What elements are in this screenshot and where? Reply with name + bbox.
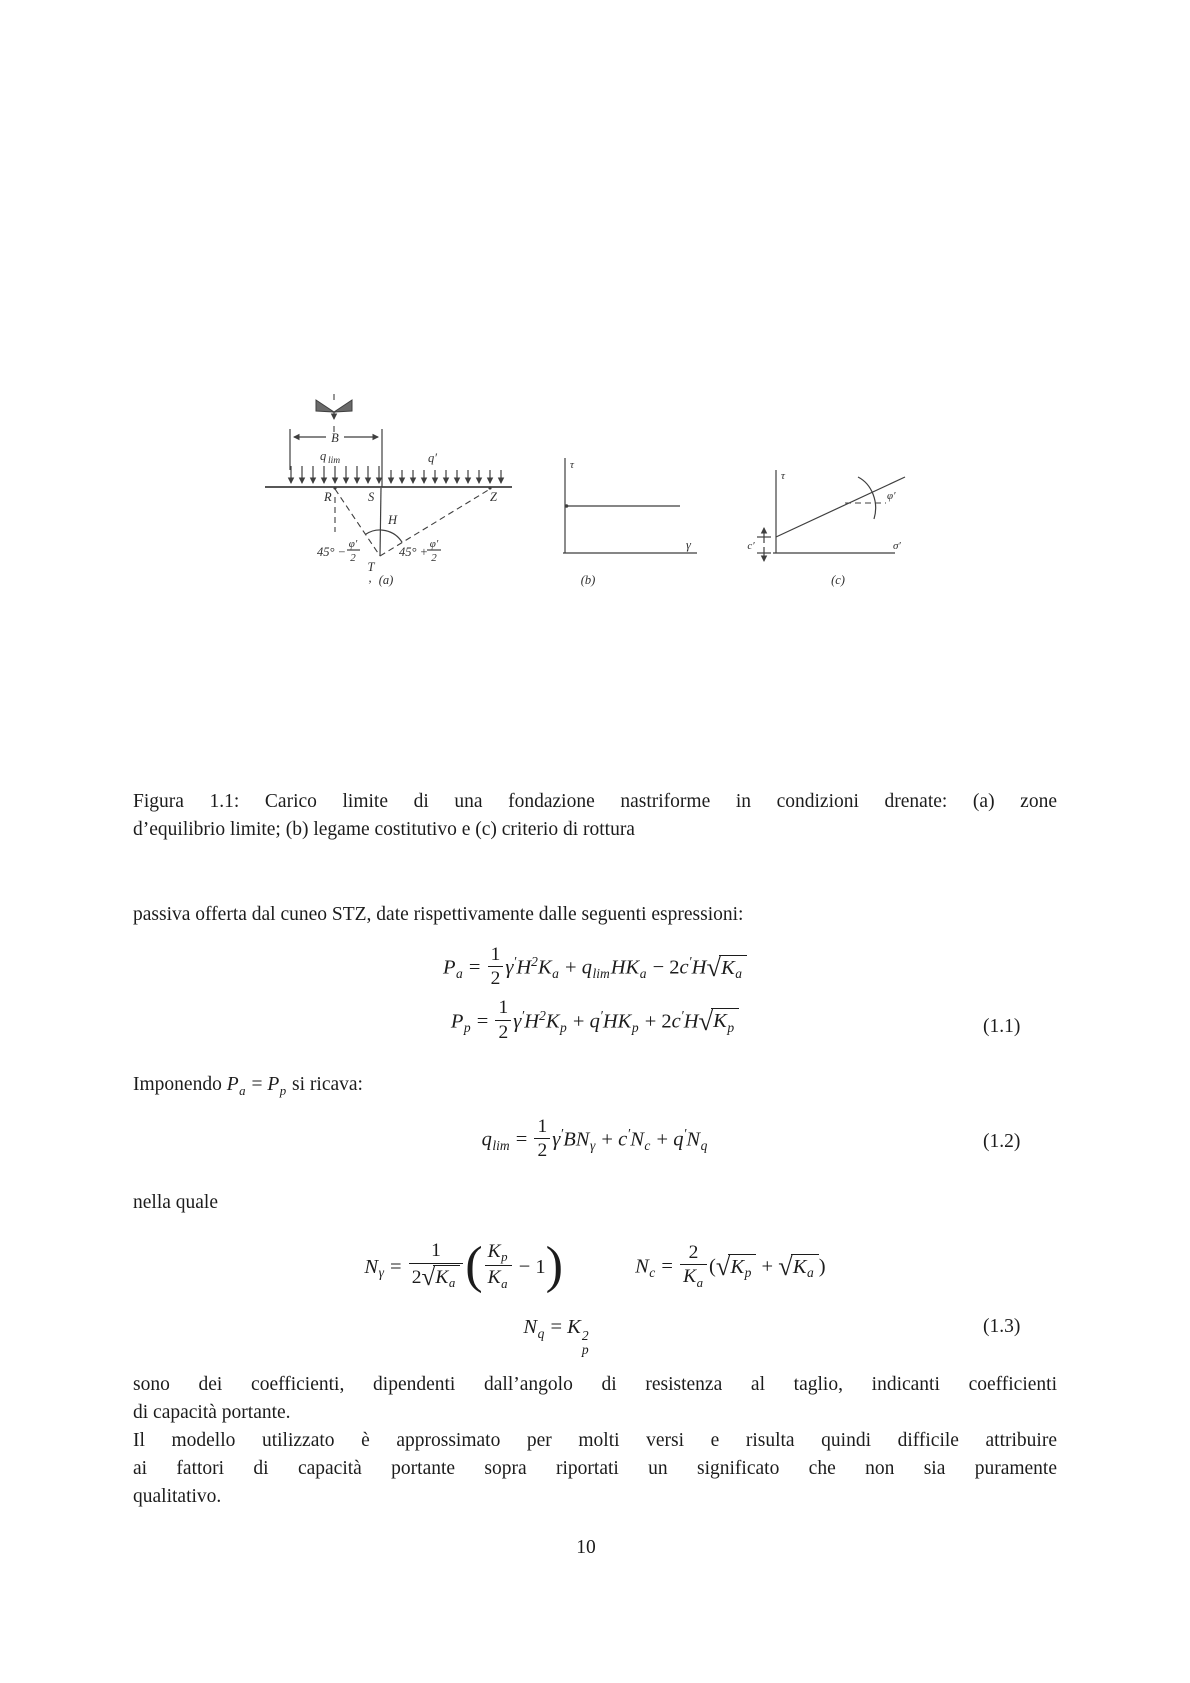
math-token: ( <box>465 1235 483 1294</box>
math-token <box>488 944 504 990</box>
diagram-c <box>747 470 905 587</box>
math-token: 2 <box>661 1010 672 1033</box>
equation-ngamma <box>364 1235 564 1294</box>
p2-suffix: si ricava: <box>287 1074 363 1095</box>
math-token: + <box>756 1255 779 1278</box>
page-number: 10 <box>576 1537 596 1558</box>
math-token: K <box>721 956 735 979</box>
math-token <box>488 944 504 966</box>
math-token: K <box>683 1266 697 1288</box>
math-token: γ <box>505 956 514 979</box>
text-line: sono dei coefficienti, dipendenti dall’angolo di resistenza al taglio, indicanti coefficienti <box>133 1374 1057 1395</box>
label-qlim-sub: lim <box>328 456 341 466</box>
math-token: ′ <box>627 1126 631 1142</box>
equation-line-Pa <box>133 943 1057 992</box>
math-token <box>409 1240 464 1262</box>
math-token <box>488 966 504 989</box>
equation-nc <box>635 1241 826 1292</box>
math-token: ) <box>545 1235 564 1294</box>
math-token: γ <box>378 1265 384 1281</box>
angle-arc-T <box>366 530 402 542</box>
equation-1-3-row2 <box>133 1316 979 1365</box>
math-token: + <box>651 1128 674 1151</box>
math-token: a <box>239 1083 246 1098</box>
math-token: p <box>727 1020 735 1036</box>
math-token: K <box>487 1267 501 1289</box>
equation-number-1-1: (1.1) <box>983 1016 1021 1037</box>
plateau-dot <box>565 504 569 508</box>
math-token: a <box>807 1265 814 1281</box>
math-token <box>421 1265 460 1291</box>
math-token: K <box>792 1255 807 1278</box>
failure-envelope-line <box>776 477 905 537</box>
math-token: K <box>713 1010 727 1033</box>
math-token: 1 <box>535 1255 546 1278</box>
math-token: 2 <box>581 1327 589 1343</box>
figure-caption <box>133 788 1057 844</box>
label-phi-prime: φ′ <box>887 490 896 502</box>
math-token: p <box>463 1020 471 1036</box>
load-arrows <box>291 466 501 483</box>
math-token: 2 <box>539 1007 546 1023</box>
equation-number-1-2: (1.2) <box>983 1131 1021 1152</box>
math-token: γ <box>589 1138 596 1154</box>
math-token: γ <box>552 1128 561 1151</box>
math-token <box>715 1251 757 1282</box>
label-b: (b) <box>580 573 596 587</box>
math-token: √ <box>715 1251 731 1282</box>
footing-symbol-right-triangle <box>334 400 352 412</box>
math-token: = <box>656 1255 679 1278</box>
math-token: ′ <box>560 1126 564 1142</box>
math-token: N <box>635 1255 649 1278</box>
label-c: (c) <box>831 573 845 587</box>
math-token <box>778 1251 819 1282</box>
math-token: H <box>691 956 707 979</box>
label-angle-right: 45° + <box>399 545 429 559</box>
math-token: P <box>267 1074 280 1095</box>
math-token: lim <box>592 966 610 982</box>
label-B: B <box>331 431 339 445</box>
label-tau-c: τ <box>781 470 785 482</box>
math-token: ′ <box>683 1126 687 1142</box>
math-token <box>495 997 511 1043</box>
math-token: N <box>630 1128 644 1151</box>
math-token <box>534 1116 550 1162</box>
label-angle-right-den: 2 <box>431 552 437 564</box>
label-sigma: σ′ <box>893 540 901 552</box>
text-line: ai fattori di capacità portante sopra riportati un significato che non sia puramente <box>133 1458 1057 1479</box>
math-token <box>433 1265 460 1291</box>
math-token: p <box>581 1341 589 1357</box>
math-token: − <box>513 1255 536 1278</box>
diagram-b <box>563 458 697 587</box>
math-token: ′ <box>680 1007 684 1023</box>
math-token: 2 <box>490 968 501 990</box>
math-token: a <box>735 966 743 982</box>
text-line: passiva offerta dal cuneo STZ, date rispettivamente dalle seguenti espressioni: <box>133 904 744 925</box>
label-T: T <box>367 560 375 574</box>
math-token <box>495 997 511 1019</box>
math-token: 2 <box>411 1266 422 1288</box>
math-token: P <box>442 956 456 979</box>
math-token: c <box>679 956 689 979</box>
label-angle-left: 45° − <box>316 545 346 559</box>
math-token: P <box>226 1074 239 1095</box>
math-token: p <box>560 1020 567 1036</box>
math-token: p <box>744 1265 752 1281</box>
math-token: a <box>696 1275 703 1290</box>
math-token: H <box>516 956 532 979</box>
label-Z: Z <box>490 490 497 504</box>
math-token: K <box>435 1266 449 1288</box>
equation-number-1-3: (1.3) <box>983 1316 1021 1337</box>
math-token: a <box>639 966 647 982</box>
math-token: c <box>649 1265 656 1281</box>
math-token <box>680 1264 707 1290</box>
math-token: K <box>730 1255 745 1278</box>
math-token: = <box>246 1074 268 1095</box>
inline-math-pa-pp <box>226 1074 287 1098</box>
math-token: = <box>471 1010 494 1033</box>
math-token: HK <box>610 956 640 979</box>
math-token: γ <box>513 1010 522 1033</box>
math-token: + <box>596 1128 619 1151</box>
paragraph-modello <box>133 1427 1057 1511</box>
text-line: Il modello utilizzato è approssimato per molti versi e risulta quindi difficile attribuire <box>133 1430 1057 1451</box>
math-token <box>495 1020 511 1043</box>
equation-nq <box>133 1316 979 1357</box>
math-token <box>409 1263 464 1291</box>
math-token: c <box>644 1138 651 1154</box>
math-token <box>680 1242 707 1264</box>
footing-symbol-left-triangle <box>316 400 334 412</box>
math-token: ( <box>708 1255 716 1278</box>
math-token <box>791 1254 819 1281</box>
math-token: 1 <box>431 1240 441 1262</box>
label-tau-b: τ <box>570 459 574 471</box>
label-q-prime: q′ <box>428 451 437 465</box>
math-token <box>719 955 747 982</box>
math-token: p <box>501 1250 508 1265</box>
math-token <box>485 1241 512 1291</box>
text-line: qualitativo. <box>133 1486 222 1507</box>
math-token: ) <box>818 1255 826 1278</box>
label-angle-right-num: φ′ <box>429 538 439 550</box>
text-line: di capacità portante. <box>133 1402 291 1423</box>
math-token: a <box>448 1276 456 1291</box>
math-token <box>680 1242 707 1290</box>
math-token: √ <box>778 1251 793 1282</box>
math-token <box>534 1138 550 1161</box>
label-H: H <box>388 513 398 527</box>
math-token: q <box>589 1010 600 1033</box>
math-token: ′ <box>513 954 517 970</box>
label-angle-left-num: φ′ <box>348 538 358 550</box>
equation-line-qlim <box>133 1115 1057 1164</box>
math-token: K <box>487 1240 501 1262</box>
label-S: S <box>368 490 375 504</box>
math-token: ′ <box>688 954 692 970</box>
math-token <box>711 1008 739 1035</box>
math-token <box>706 952 747 983</box>
math-token: q <box>581 956 592 979</box>
math-token <box>582 1329 589 1357</box>
math-token: ′ <box>599 1007 603 1023</box>
paragraph-imponendo <box>133 1071 1057 1105</box>
math-token: q <box>537 1325 545 1341</box>
figure-1-1 <box>240 365 920 595</box>
math-token: 2 <box>669 956 680 979</box>
math-token: K <box>537 956 552 979</box>
math-token <box>728 1254 756 1281</box>
math-token: q <box>700 1138 708 1154</box>
paragraph-nella-quale <box>133 1189 1057 1217</box>
math-token: BN <box>563 1128 590 1151</box>
math-token: c <box>618 1128 628 1151</box>
equation-1-1 <box>133 943 1057 1054</box>
math-token <box>699 1008 740 1035</box>
math-token: 1 <box>490 943 501 965</box>
text-line <box>133 1071 1057 1105</box>
math-token: H <box>524 1010 540 1033</box>
math-token: √ <box>698 1006 714 1037</box>
math-token: = <box>384 1255 407 1278</box>
label-qlim: q <box>320 449 327 463</box>
math-token: 2 <box>531 954 538 970</box>
math-token: 1 <box>537 1115 548 1137</box>
diagram-a <box>265 394 512 587</box>
math-token: N <box>364 1255 379 1278</box>
math-token: = <box>510 1128 533 1151</box>
math-token: K <box>545 1010 560 1033</box>
math-token <box>534 1116 550 1138</box>
math-token: q <box>481 1128 492 1151</box>
math-token: HK <box>602 1010 632 1033</box>
math-token: 2 <box>537 1140 548 1162</box>
paragraph-coefficienti <box>133 1371 1057 1427</box>
math-token: c <box>671 1010 681 1033</box>
math-token: + <box>639 1010 662 1033</box>
math-token: ′ <box>521 1007 525 1023</box>
math-token: N <box>686 1128 701 1151</box>
equation-1-3-row1 <box>133 1226 1057 1310</box>
math-token: H <box>683 1010 699 1033</box>
text-line: d’equilibrio limite; (b) legame costitutivo e (c) criterio di rottura <box>133 819 635 840</box>
p2-prefix: Imponendo <box>133 1074 227 1095</box>
equation-line-Pp <box>133 997 1057 1046</box>
math-token <box>409 1240 464 1290</box>
equation-1-2 <box>133 1115 1057 1172</box>
label-c-prime: c′ <box>747 540 755 552</box>
math-token: √ <box>706 952 722 983</box>
math-token: = <box>545 1316 568 1338</box>
paragraph-passiva <box>133 901 1057 929</box>
math-token: − <box>647 956 670 979</box>
label-gamma: γ <box>686 538 691 552</box>
label-comma: , <box>368 571 372 585</box>
math-token <box>485 1241 512 1266</box>
math-token: N <box>523 1316 538 1338</box>
math-token: K <box>567 1316 581 1338</box>
math-token: + <box>567 1010 590 1033</box>
math-token: p <box>279 1083 287 1098</box>
math-token: a <box>552 966 559 982</box>
math-token: q <box>673 1128 684 1151</box>
label-R: R <box>324 490 332 504</box>
math-token: 2 <box>688 1241 699 1263</box>
math-token: 1 <box>498 997 509 1019</box>
text-line: nella quale <box>133 1192 218 1213</box>
math-token: 2 <box>498 1021 509 1043</box>
math-token: lim <box>492 1138 510 1154</box>
math-token: = <box>463 956 486 979</box>
math-token: √ <box>421 1263 436 1292</box>
label-a: (a) <box>378 573 394 587</box>
math-token: p <box>631 1020 639 1036</box>
label-angle-left-den: 2 <box>350 552 356 564</box>
vertical-S-T <box>380 488 381 556</box>
math-token: + <box>559 956 582 979</box>
math-token: P <box>450 1010 464 1033</box>
math-token: a <box>456 966 463 982</box>
math-token: a <box>501 1276 508 1291</box>
math-token <box>485 1265 512 1291</box>
text-line: Figura 1.1: Carico limite di una fondazione nastriforme in condizioni drenate: (a) zone <box>133 791 1057 812</box>
